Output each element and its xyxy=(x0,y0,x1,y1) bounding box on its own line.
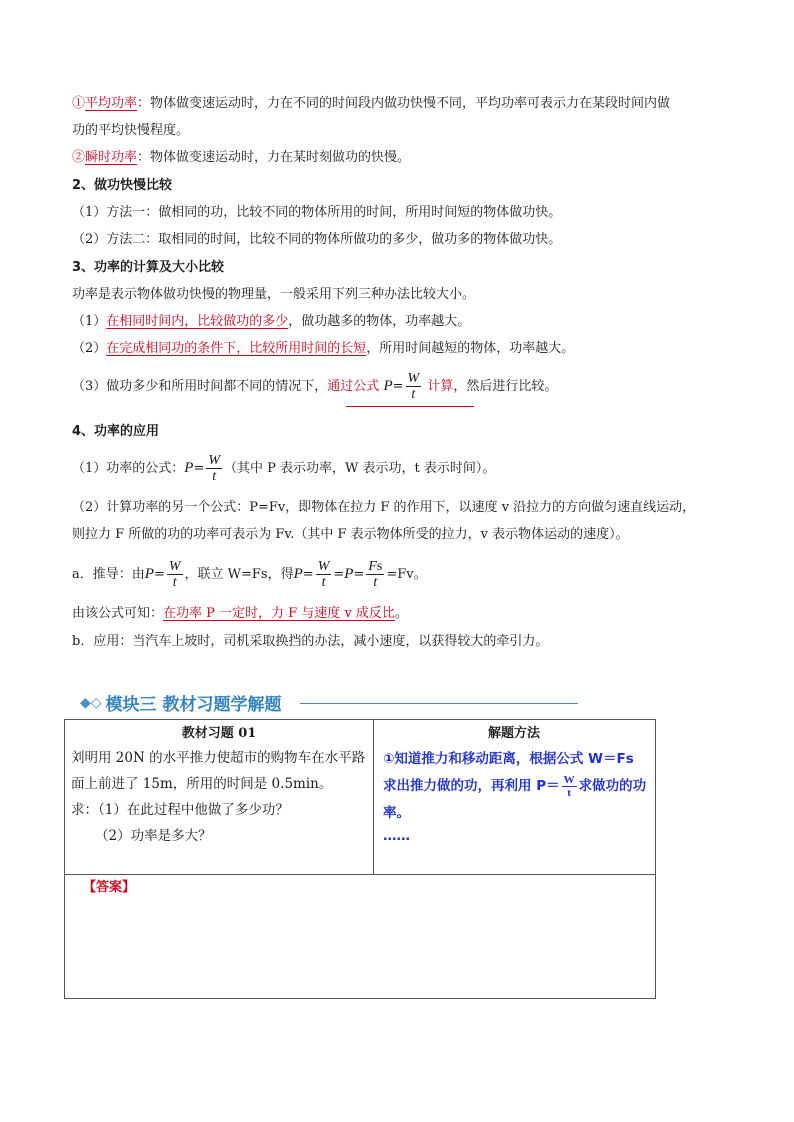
text: ，联立 W=Fs，得 xyxy=(184,567,294,582)
symbol-p: P xyxy=(184,460,194,476)
numerator: W xyxy=(168,559,181,574)
question-line-2: 面上前进了 15m，所用的时间是 0.5min。 xyxy=(71,776,333,792)
emph-c1: 通过公式 xyxy=(327,379,380,394)
instant-power-line xyxy=(72,148,410,168)
fv-line-1: （2）计算功率的另一个公式：P=Fv，即物体在拉力 F 的作用下，以速度 v 沿拉力的方向做匀速直线运动， xyxy=(72,500,696,515)
text: ：物体做变速运动时，力在某时刻做功的快慢。 xyxy=(137,150,411,165)
symbol-p: P xyxy=(293,566,303,582)
avg-power-line xyxy=(72,94,670,114)
answer-label: 【答案】 xyxy=(83,880,136,895)
denominator: t xyxy=(212,469,217,484)
prefix: （1）功率的公式： xyxy=(72,461,185,476)
heading-calculation: 3、功率的计算及大小比较 xyxy=(72,260,225,275)
numerator xyxy=(366,559,384,575)
emph-a: 在相同时间内，比较做功的多少 xyxy=(106,314,289,329)
question-line-4: （2）功率是多大？ xyxy=(95,828,212,844)
equals: = xyxy=(392,379,404,394)
fraction-w-t xyxy=(316,559,332,590)
method-line-3: 率。 xyxy=(383,805,410,821)
symbol-p: P xyxy=(144,566,154,582)
formula-underline xyxy=(346,406,474,407)
term-instant-power: 瞬时功率 xyxy=(85,150,138,165)
row-divider xyxy=(65,874,655,875)
emph-c2: 计算 xyxy=(427,379,454,394)
question-line-1: 刘明用 20N 的水平推力使超市的购物车在水平路 xyxy=(71,750,366,766)
fraction-w-t xyxy=(167,559,183,590)
equals: = xyxy=(333,567,345,582)
numerator: W xyxy=(407,371,420,386)
emph-b: 在完成相同功的条件下，比较所用时间的长短 xyxy=(106,341,367,356)
method-ellipsis: …… xyxy=(383,828,410,844)
conclusion-line xyxy=(72,604,408,624)
marker: ② xyxy=(72,150,86,165)
marker: ① xyxy=(72,96,86,111)
s: s xyxy=(376,559,383,574)
text: （其中 P 表示功率，W 表示功，t 表示时间）。 xyxy=(224,461,496,476)
fv-line-2: 则拉力 F 所做的功的功率可表示为 Fv.（其中 F 表示物体所受的拉力，v 表示物体运动的速度）。 xyxy=(72,527,629,542)
prefix: 由该公式可知： xyxy=(72,606,164,621)
denominator: t xyxy=(172,575,177,590)
calc-a xyxy=(72,312,470,332)
calc-intro: 功率是表示物体做功快慢的物理量，一般采用下列三种办法比较大小。 xyxy=(72,287,476,302)
col-header-exercise: 教材习题 01 xyxy=(181,726,257,741)
equals: = xyxy=(353,567,365,582)
method-line-1: ①知道推力和移动距离，根据公式 W＝Fs xyxy=(383,751,634,767)
text: ，然后进行比较。 xyxy=(453,379,558,394)
application-line: b．应用：当汽车上坡时，司机采取换挡的办法，减小速度，以获得较大的牵引力。 xyxy=(72,634,549,649)
avg-power-line-2: 功的平均快慢程度。 xyxy=(72,123,190,138)
numerator: W xyxy=(208,453,221,468)
method-1: （1）方法一：做相同的功，比较不同的物体所用的时间，所用时间短的物体做功快。 xyxy=(72,205,562,220)
method-text xyxy=(383,746,653,845)
exercise-table xyxy=(64,719,656,999)
fraction-w-t xyxy=(406,371,422,402)
text: 求做功的功 xyxy=(578,778,647,794)
text: =Fv。 xyxy=(386,567,427,582)
prefix: （3）做功多少和所用时间都不同的情况下， xyxy=(72,379,328,394)
heading-compare: 2、做功快慢比较 xyxy=(72,178,173,193)
text: ，做功越多的物体，功率越大。 xyxy=(288,314,471,329)
numerator: W xyxy=(317,559,330,574)
derivation-line xyxy=(72,556,427,593)
module-header xyxy=(80,690,281,715)
denominator: t xyxy=(373,575,378,590)
fraction-w-t xyxy=(206,453,222,484)
conclusion-emph: 在功率 P 一定时，力 F 与速度 v 成反比 xyxy=(163,606,395,621)
equals: = xyxy=(302,567,314,582)
text: ：物体做变速运动时，力在不同的时间段内做功快慢不同，平均功率可表示力在某段时间内做 xyxy=(137,96,671,111)
denominator: t xyxy=(567,786,571,799)
module-divider xyxy=(300,703,578,704)
calc-c xyxy=(72,368,557,405)
question-text xyxy=(71,745,365,849)
heading-application: 4、功率的应用 xyxy=(72,424,160,439)
numerator: W xyxy=(563,773,575,786)
equals: = xyxy=(153,567,165,582)
symbol-p: P xyxy=(383,378,393,394)
term-average-power: 平均功率 xyxy=(85,96,138,111)
text: ，所用时间越短的物体，功率越大。 xyxy=(366,341,575,356)
power-formula-line xyxy=(72,450,495,487)
method-line-2 xyxy=(383,773,653,800)
text: 求出推力做的功，再利用 P＝ xyxy=(383,778,560,794)
prefix: a．推导：由 xyxy=(72,567,145,582)
col-header-method: 解题方法 xyxy=(487,726,540,741)
denominator: t xyxy=(321,575,326,590)
equals: = xyxy=(193,461,205,476)
question-line-3: 求：（1）在此过程中他做了多少功？ xyxy=(71,802,289,818)
fraction-fs-t xyxy=(366,559,384,590)
calc-b xyxy=(72,339,574,359)
symbol-p: P xyxy=(344,566,354,582)
prefix: （1） xyxy=(72,314,107,329)
module-title: 模块三 教材习题学解题 xyxy=(105,695,282,715)
denominator: t xyxy=(411,387,416,402)
fraction-w-t xyxy=(562,774,577,799)
prefix: （2） xyxy=(72,341,107,356)
column-divider xyxy=(373,720,374,874)
method-2: （2）方法二：取相同的时间，比较不同的物体所做功的多少，做功多的物体做功快。 xyxy=(72,232,562,247)
text: 。 xyxy=(394,606,408,621)
f: F xyxy=(368,559,377,574)
diamond-icon: ◆◇ xyxy=(80,694,102,711)
